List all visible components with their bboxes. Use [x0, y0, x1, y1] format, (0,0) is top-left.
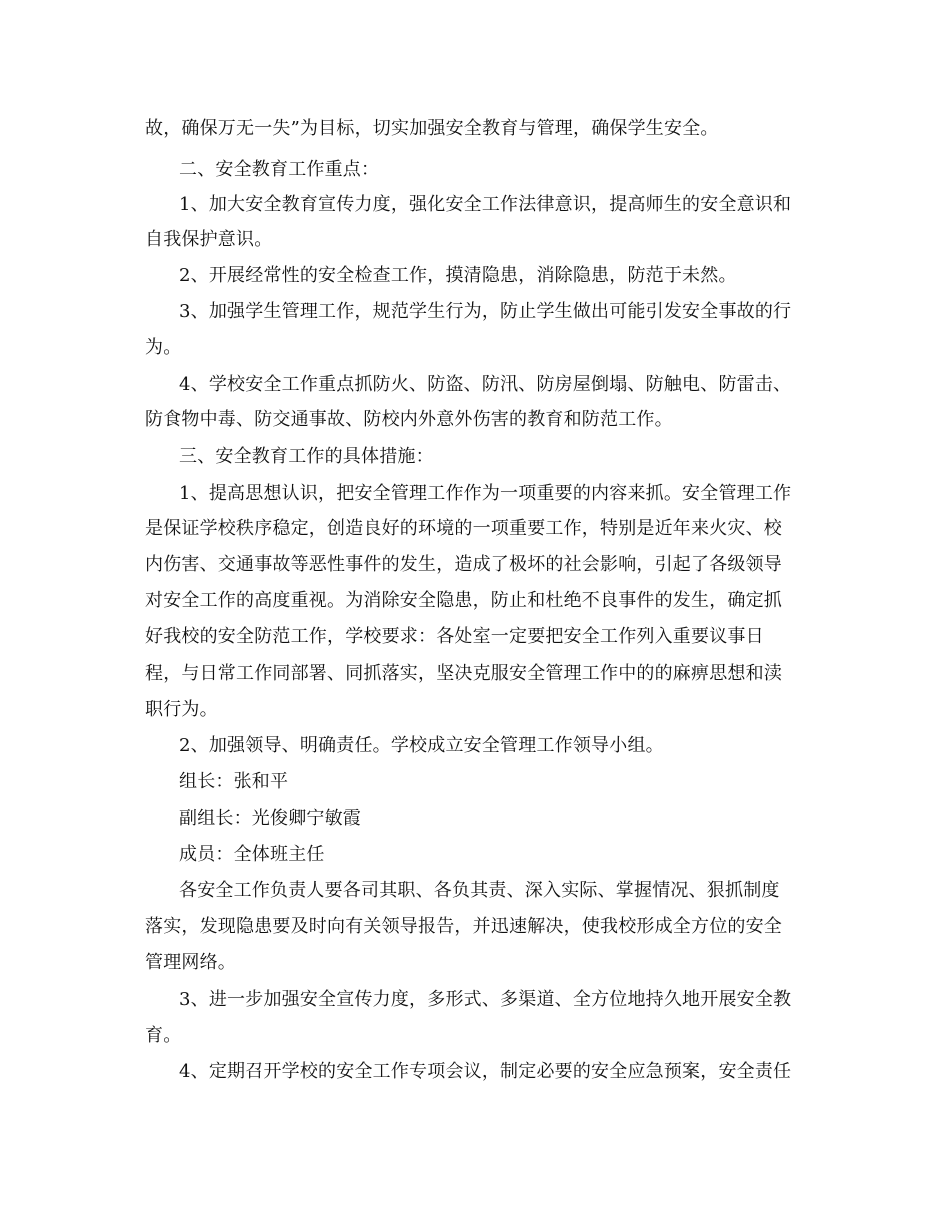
text-line: 落实，发现隐患要及时向有关领导报告，并迅速解决，使我校形成全方位的安全: [145, 916, 782, 937]
text-line: 好我校的安全防范工作，学校要求：各处室一定要把安全工作列入重要议事日: [145, 626, 764, 647]
text-line: 对安全工作的高度重视。为消除安全隐患，防止和杜绝不良事件的发生，确定抓: [145, 590, 782, 611]
text-line: 故，确保万无一失”为目标，切实加强安全教育与管理，确保学生安全。: [145, 118, 719, 139]
text-line: 成员：全体班主任: [179, 844, 325, 865]
text-line: 1、提高思想认识，把安全管理工作作为一项重要的内容来抓。安全管理工作: [179, 483, 792, 504]
text-line: 程，与日常工作同部署、同抓落实，坚决克服安全管理工作中的的麻痹思想和渎: [145, 663, 782, 684]
text-line: 是保证学校秩序稳定，创造良好的环境的一项重要工作，特别是近年来火灾、校: [145, 518, 782, 539]
text-line: 育。: [145, 1025, 182, 1046]
text-line: 4、定期召开学校的安全工作专项会议，制定必要的安全应急预案，安全责任: [179, 1061, 792, 1082]
text-line: 自我保护意识。: [145, 229, 273, 250]
text-line: 内伤害、交通事故等恶性事件的发生，造成了极坏的社会影响，引起了各级领导: [145, 554, 782, 575]
text-line: 管理网络。: [145, 952, 236, 973]
text-line: 各安全工作负责人要各司其职、各负其责、深入实际、掌握情况、狠抓制度: [179, 880, 780, 901]
text-line: 防食物中毒、防交通事故、防校内外意外伤害的教育和防范工作。: [145, 409, 673, 430]
text-line: 职行为。: [145, 699, 218, 720]
text-line: 3、加强学生管理工作，规范学生行为，防止学生做出可能引发安全事故的行: [179, 301, 792, 322]
text-line: 副组长：光俊卿宁敏霞: [179, 808, 361, 829]
text-line: 1、加大安全教育宣传力度，强化安全工作法律意识，提高师生的安全意识和: [179, 194, 792, 215]
text-line: 2、开展经常性的安全检查工作，摸清隐患，消除隐患，防范于未然。: [179, 265, 737, 286]
text-line: 2、加强领导、明确责任。学校成立安全管理工作领导小组。: [179, 735, 664, 756]
text-line: 为。: [145, 337, 182, 358]
text-line: 4、学校安全工作重点抓防火、防盗、防汛、防房屋倒塌、防触电、防雷击、: [179, 374, 792, 395]
text-line: 3、进一步加强安全宣传力度，多形式、多渠道、全方位地持久地开展安全教: [179, 989, 792, 1010]
text-line: 组长：张和平: [179, 771, 289, 792]
section-heading: 三、安全教育工作的具体措施：: [179, 446, 434, 467]
section-heading: 二、安全教育工作重点：: [179, 159, 380, 180]
